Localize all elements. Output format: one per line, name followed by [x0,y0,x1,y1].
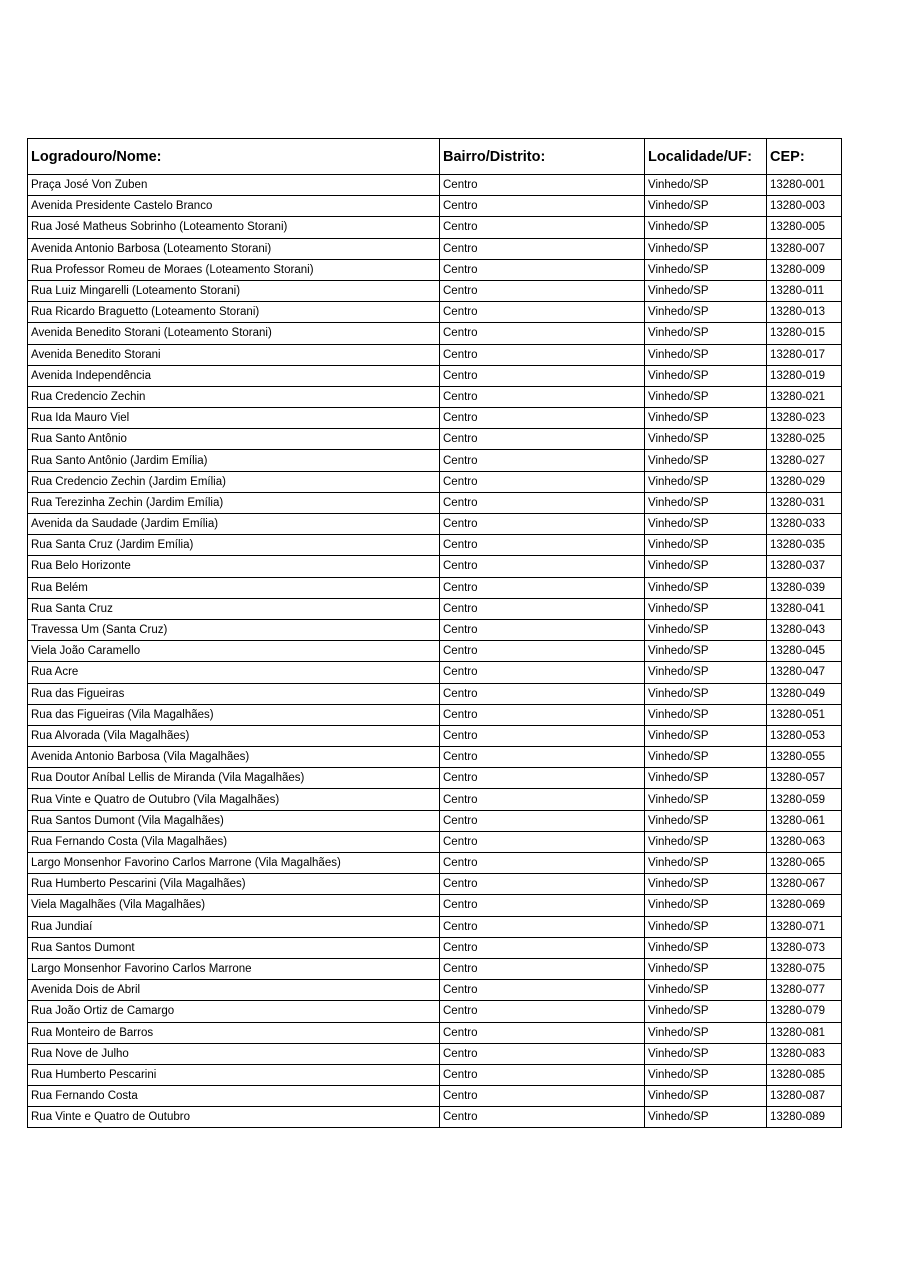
cell-cep: 13280-015 [767,323,842,344]
cell-logradouro: Rua Terezinha Zechin (Jardim Emília) [28,492,440,513]
table-row [28,662,842,683]
cell-cep: 13280-043 [767,619,842,640]
cell-bairro: Centro [440,662,645,683]
cell-logradouro: Rua Monteiro de Barros [28,1022,440,1043]
cell-logradouro: Rua Ida Mauro Viel [28,408,440,429]
table-row [28,895,842,916]
table-row [28,217,842,238]
cell-logradouro: Avenida Antonio Barbosa (Vila Magalhães) [28,747,440,768]
cell-cep: 13280-003 [767,196,842,217]
cell-bairro: Centro [440,471,645,492]
cell-localidade: Vinhedo/SP [645,323,767,344]
cell-bairro: Centro [440,556,645,577]
table-row [28,408,842,429]
cell-localidade: Vinhedo/SP [645,556,767,577]
table-row [28,556,842,577]
cell-cep: 13280-023 [767,408,842,429]
cell-logradouro: Largo Monsenhor Favorino Carlos Marrone [28,958,440,979]
cell-logradouro: Rua Belo Horizonte [28,556,440,577]
header-row [28,139,842,175]
cell-localidade: Vinhedo/SP [645,259,767,280]
cell-cep: 13280-063 [767,831,842,852]
cell-logradouro: Avenida da Saudade (Jardim Emília) [28,514,440,535]
cell-logradouro: Largo Monsenhor Favorino Carlos Marrone (Vila Magalhães) [28,853,440,874]
address-table [27,138,842,1128]
cell-localidade: Vinhedo/SP [645,302,767,323]
cell-bairro: Centro [440,429,645,450]
cell-logradouro: Rua João Ortiz de Camargo [28,1001,440,1022]
table-row [28,344,842,365]
table-row [28,641,842,662]
cell-cep: 13280-053 [767,725,842,746]
cell-logradouro: Rua Santa Cruz [28,598,440,619]
cell-cep: 13280-031 [767,492,842,513]
cell-logradouro: Avenida Dois de Abril [28,980,440,1001]
table-header [28,139,842,175]
cell-localidade: Vinhedo/SP [645,386,767,407]
table-row [28,429,842,450]
cell-localidade: Vinhedo/SP [645,535,767,556]
cell-bairro: Centro [440,492,645,513]
cell-bairro: Centro [440,789,645,810]
cell-cep: 13280-029 [767,471,842,492]
cell-logradouro: Rua Santa Cruz (Jardim Emília) [28,535,440,556]
table-row [28,1043,842,1064]
table-row [28,365,842,386]
cell-logradouro: Rua Alvorada (Vila Magalhães) [28,725,440,746]
cell-bairro: Centro [440,1001,645,1022]
cell-localidade: Vinhedo/SP [645,450,767,471]
table-row [28,958,842,979]
table-row [28,259,842,280]
cell-logradouro: Rua José Matheus Sobrinho (Loteamento Storani) [28,217,440,238]
cell-bairro: Centro [440,217,645,238]
table-row [28,747,842,768]
cell-bairro: Centro [440,958,645,979]
cell-cep: 13280-077 [767,980,842,1001]
cell-bairro: Centro [440,980,645,1001]
table-row [28,1064,842,1085]
cell-cep: 13280-069 [767,895,842,916]
cell-localidade: Vinhedo/SP [645,344,767,365]
cell-logradouro: Rua Ricardo Braguetto (Loteamento Storani) [28,302,440,323]
cell-localidade: Vinhedo/SP [645,916,767,937]
cell-bairro: Centro [440,1086,645,1107]
table-row [28,535,842,556]
cell-cep: 13280-061 [767,810,842,831]
cell-bairro: Centro [440,831,645,852]
cell-bairro: Centro [440,704,645,725]
cell-localidade: Vinhedo/SP [645,853,767,874]
cell-cep: 13280-085 [767,1064,842,1085]
cell-bairro: Centro [440,344,645,365]
cell-localidade: Vinhedo/SP [645,238,767,259]
cell-cep: 13280-019 [767,365,842,386]
cell-bairro: Centro [440,386,645,407]
cell-localidade: Vinhedo/SP [645,725,767,746]
cell-localidade: Vinhedo/SP [645,641,767,662]
cell-cep: 13280-071 [767,916,842,937]
table-row [28,683,842,704]
table-row [28,831,842,852]
cell-bairro: Centro [440,450,645,471]
cell-logradouro: Viela João Caramello [28,641,440,662]
cell-localidade: Vinhedo/SP [645,280,767,301]
cell-logradouro: Rua Credencio Zechin [28,386,440,407]
cell-cep: 13280-055 [767,747,842,768]
cell-cep: 13280-057 [767,768,842,789]
table-row [28,704,842,725]
cell-bairro: Centro [440,1107,645,1128]
cell-localidade: Vinhedo/SP [645,196,767,217]
table-row [28,980,842,1001]
cell-bairro: Centro [440,916,645,937]
cell-logradouro: Rua das Figueiras (Vila Magalhães) [28,704,440,725]
cell-cep: 13280-079 [767,1001,842,1022]
cell-logradouro: Rua Fernando Costa (Vila Magalhães) [28,831,440,852]
cell-bairro: Centro [440,747,645,768]
cell-logradouro: Avenida Presidente Castelo Branco [28,196,440,217]
cell-localidade: Vinhedo/SP [645,704,767,725]
cell-localidade: Vinhedo/SP [645,874,767,895]
cell-bairro: Centro [440,810,645,831]
cell-localidade: Vinhedo/SP [645,789,767,810]
cell-logradouro: Rua Humberto Pescarini (Vila Magalhães) [28,874,440,895]
cell-logradouro: Rua Santos Dumont [28,937,440,958]
table-row [28,386,842,407]
cell-bairro: Centro [440,725,645,746]
cell-cep: 13280-075 [767,958,842,979]
cell-cep: 13280-007 [767,238,842,259]
cell-logradouro: Rua Vinte e Quatro de Outubro [28,1107,440,1128]
cell-bairro: Centro [440,874,645,895]
cell-cep: 13280-035 [767,535,842,556]
cell-bairro: Centro [440,175,645,196]
cell-localidade: Vinhedo/SP [645,980,767,1001]
table-row [28,492,842,513]
cell-logradouro: Rua Doutor Aníbal Lellis de Miranda (Vila Magalhães) [28,768,440,789]
cell-cep: 13280-011 [767,280,842,301]
cell-localidade: Vinhedo/SP [645,175,767,196]
cell-cep: 13280-027 [767,450,842,471]
cell-localidade: Vinhedo/SP [645,577,767,598]
cell-localidade: Vinhedo/SP [645,747,767,768]
cell-logradouro: Rua Acre [28,662,440,683]
table-row [28,1001,842,1022]
cell-bairro: Centro [440,853,645,874]
table-row [28,725,842,746]
table-row [28,577,842,598]
cell-logradouro: Viela Magalhães (Vila Magalhães) [28,895,440,916]
cell-bairro: Centro [440,1043,645,1064]
cell-bairro: Centro [440,259,645,280]
cell-bairro: Centro [440,535,645,556]
cell-localidade: Vinhedo/SP [645,1001,767,1022]
cell-cep: 13280-083 [767,1043,842,1064]
table-row [28,1022,842,1043]
cell-localidade: Vinhedo/SP [645,810,767,831]
cell-cep: 13280-045 [767,641,842,662]
cell-cep: 13280-009 [767,259,842,280]
table-row [28,789,842,810]
cell-logradouro: Rua Credencio Zechin (Jardim Emília) [28,471,440,492]
cell-localidade: Vinhedo/SP [645,831,767,852]
cell-cep: 13280-017 [767,344,842,365]
cell-logradouro: Avenida Benedito Storani (Loteamento Storani) [28,323,440,344]
cell-localidade: Vinhedo/SP [645,365,767,386]
cell-bairro: Centro [440,619,645,640]
table-row [28,238,842,259]
cell-cep: 13280-081 [767,1022,842,1043]
header-bairro: Bairro/Distrito: [440,139,645,175]
header-localidade: Localidade/UF: [645,139,767,175]
cell-localidade: Vinhedo/SP [645,619,767,640]
cell-cep: 13280-041 [767,598,842,619]
table-body [28,175,842,1128]
cell-logradouro: Rua Nove de Julho [28,1043,440,1064]
cell-logradouro: Praça José Von Zuben [28,175,440,196]
cell-bairro: Centro [440,577,645,598]
cell-cep: 13280-049 [767,683,842,704]
cell-bairro: Centro [440,683,645,704]
cell-logradouro: Rua Humberto Pescarini [28,1064,440,1085]
cell-bairro: Centro [440,365,645,386]
cell-bairro: Centro [440,895,645,916]
cell-logradouro: Avenida Antonio Barbosa (Loteamento Storani) [28,238,440,259]
cell-logradouro: Avenida Independência [28,365,440,386]
table-row [28,302,842,323]
cell-cep: 13280-067 [767,874,842,895]
header-logradouro: Logradouro/Nome: [28,139,440,175]
table-row [28,1086,842,1107]
table-row [28,598,842,619]
cell-localidade: Vinhedo/SP [645,1107,767,1128]
cell-cep: 13280-047 [767,662,842,683]
cell-bairro: Centro [440,598,645,619]
cell-bairro: Centro [440,641,645,662]
cell-cep: 13280-001 [767,175,842,196]
cell-localidade: Vinhedo/SP [645,514,767,535]
cell-logradouro: Rua Luiz Mingarelli (Loteamento Storani) [28,280,440,301]
cell-cep: 13280-013 [767,302,842,323]
table-row [28,874,842,895]
cell-logradouro: Rua Santos Dumont (Vila Magalhães) [28,810,440,831]
cell-logradouro: Rua Santo Antônio (Jardim Emília) [28,450,440,471]
cell-logradouro: Rua Jundiaí [28,916,440,937]
table-row [28,768,842,789]
cell-logradouro: Rua Belém [28,577,440,598]
cell-cep: 13280-039 [767,577,842,598]
cell-localidade: Vinhedo/SP [645,958,767,979]
cell-bairro: Centro [440,937,645,958]
table-row [28,471,842,492]
cell-cep: 13280-051 [767,704,842,725]
cell-localidade: Vinhedo/SP [645,683,767,704]
cell-cep: 13280-059 [767,789,842,810]
cell-cep: 13280-087 [767,1086,842,1107]
cell-bairro: Centro [440,302,645,323]
cell-localidade: Vinhedo/SP [645,1043,767,1064]
table-row [28,853,842,874]
table-row [28,514,842,535]
table-row [28,196,842,217]
cell-logradouro: Avenida Benedito Storani [28,344,440,365]
cell-bairro: Centro [440,1064,645,1085]
cell-localidade: Vinhedo/SP [645,895,767,916]
table-row [28,175,842,196]
table-row [28,810,842,831]
cell-localidade: Vinhedo/SP [645,1064,767,1085]
cell-localidade: Vinhedo/SP [645,217,767,238]
cell-logradouro: Rua Professor Romeu de Moraes (Loteamento Storani) [28,259,440,280]
cell-localidade: Vinhedo/SP [645,471,767,492]
cell-localidade: Vinhedo/SP [645,408,767,429]
table-row [28,1107,842,1128]
cell-bairro: Centro [440,196,645,217]
cell-bairro: Centro [440,323,645,344]
table-row [28,916,842,937]
cell-cep: 13280-089 [767,1107,842,1128]
cell-localidade: Vinhedo/SP [645,937,767,958]
cell-cep: 13280-073 [767,937,842,958]
table-row [28,937,842,958]
cell-bairro: Centro [440,1022,645,1043]
cell-cep: 13280-065 [767,853,842,874]
table-row [28,619,842,640]
cell-localidade: Vinhedo/SP [645,1086,767,1107]
cell-localidade: Vinhedo/SP [645,492,767,513]
cell-localidade: Vinhedo/SP [645,768,767,789]
cell-logradouro: Rua Santo Antônio [28,429,440,450]
cell-logradouro: Travessa Um (Santa Cruz) [28,619,440,640]
cell-localidade: Vinhedo/SP [645,429,767,450]
cell-localidade: Vinhedo/SP [645,1022,767,1043]
cell-logradouro: Rua das Figueiras [28,683,440,704]
cell-localidade: Vinhedo/SP [645,662,767,683]
table-row [28,280,842,301]
table-row [28,450,842,471]
table-row [28,323,842,344]
cell-cep: 13280-021 [767,386,842,407]
cell-bairro: Centro [440,238,645,259]
cell-cep: 13280-037 [767,556,842,577]
cell-cep: 13280-033 [767,514,842,535]
header-cep: CEP: [767,139,842,175]
cell-cep: 13280-005 [767,217,842,238]
cell-localidade: Vinhedo/SP [645,598,767,619]
cell-cep: 13280-025 [767,429,842,450]
cell-logradouro: Rua Vinte e Quatro de Outubro (Vila Magalhães) [28,789,440,810]
cell-logradouro: Rua Fernando Costa [28,1086,440,1107]
cell-bairro: Centro [440,280,645,301]
cell-bairro: Centro [440,514,645,535]
cell-bairro: Centro [440,408,645,429]
cell-bairro: Centro [440,768,645,789]
